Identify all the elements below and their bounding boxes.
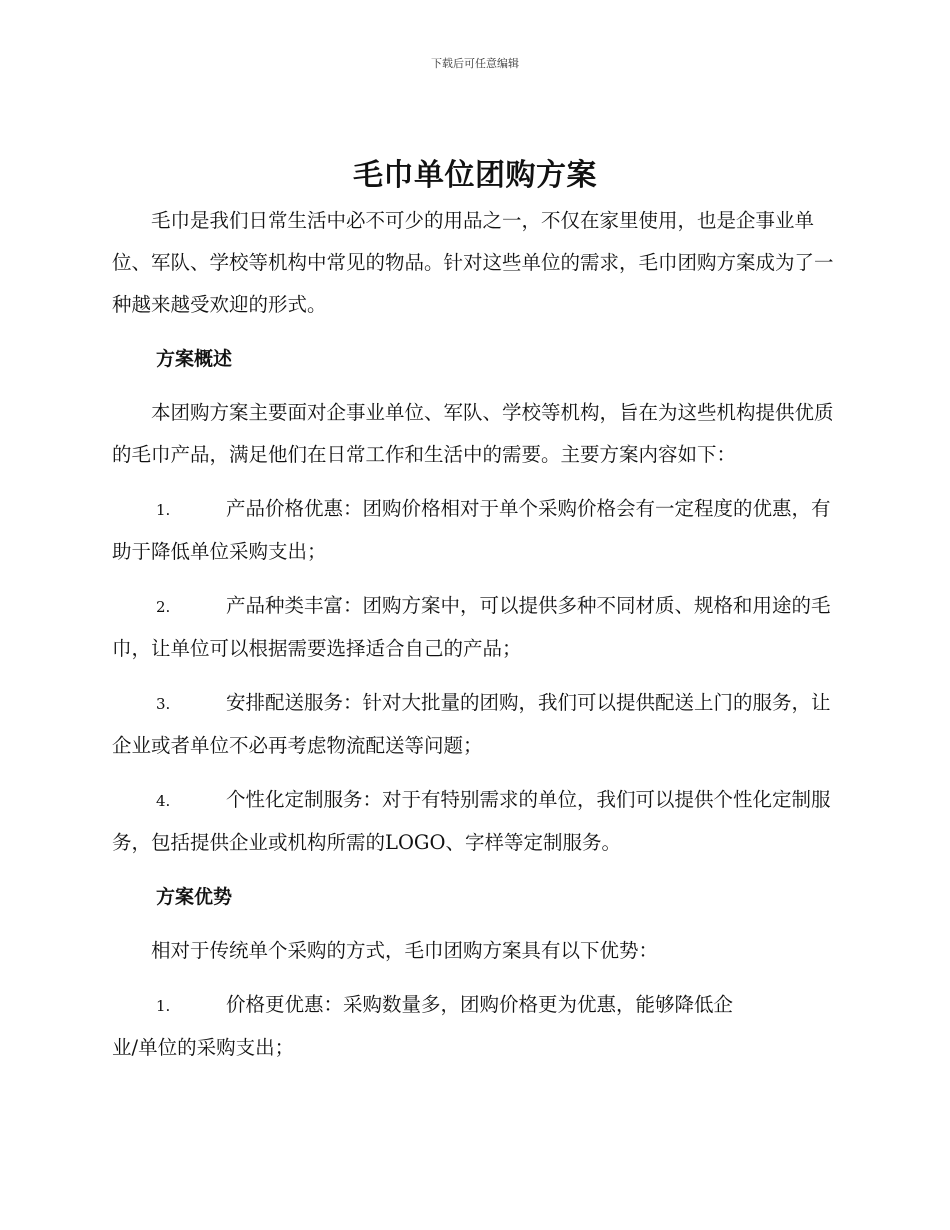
list-text: 安排配送服务：针对大批量的团购，我们可以提供配送上门的服务，让企业或者单位不必再考虑物流配送等问题； (112, 691, 831, 757)
list-text-line2: 业/单位的采购支出； (112, 1036, 295, 1059)
overview-paragraph: 本团购方案主要面对企事业单位、军队、学校等机构，旨在为这些机构提供优质的毛巾产品，满足他们在日常工作和生活中的需要。主要方案内容如下： (112, 401, 834, 466)
list-number: 3. (156, 695, 171, 713)
list-item (112, 488, 837, 573)
list-item (112, 682, 837, 767)
section-heading-advantages: 方案优势 (156, 886, 233, 908)
list-text: 个性化定制服务：对于有特别需求的单位，我们可以提供个性化定制服务，包括提供企业或机构所需的LOGO、字样等定制服务。 (112, 788, 831, 854)
intro-paragraph: 毛巾是我们日常生活中必不可少的用品之一，不仅在家里使用，也是企事业单位、军队、学校等机构中常见的物品。针对这些单位的需求，毛巾团购方案成为了一种越来越受欢迎的形式。 (112, 209, 834, 316)
list-text-line1: 价格更优惠：采购数量多，团购价格更为优惠，能够降低企 (226, 993, 734, 1016)
list-item (112, 984, 837, 1069)
document-body (112, 200, 837, 1081)
list-number: 4. (156, 792, 171, 810)
header-note: 下载后可任意编辑 (431, 57, 519, 70)
list-item (112, 585, 837, 670)
list-item (112, 779, 837, 864)
section-heading-overview: 方案概述 (156, 348, 233, 370)
advantages-paragraph: 相对于传统单个采购的方式，毛巾团购方案具有以下优势： (151, 939, 659, 962)
list-text: 产品种类丰富：团购方案中，可以提供多种不同材质、规格和用途的毛巾，让单位可以根据需要选择适合自己的产品； (112, 594, 831, 660)
list-number: 1. (156, 997, 171, 1015)
list-number: 2. (156, 598, 171, 616)
document-title: 毛巾单位团购方案 (353, 158, 597, 193)
list-text: 产品价格优惠：团购价格相对于单个采购价格会有一定程度的优惠，有助于降低单位采购支出； (112, 497, 831, 563)
list-number: 1. (156, 501, 171, 519)
